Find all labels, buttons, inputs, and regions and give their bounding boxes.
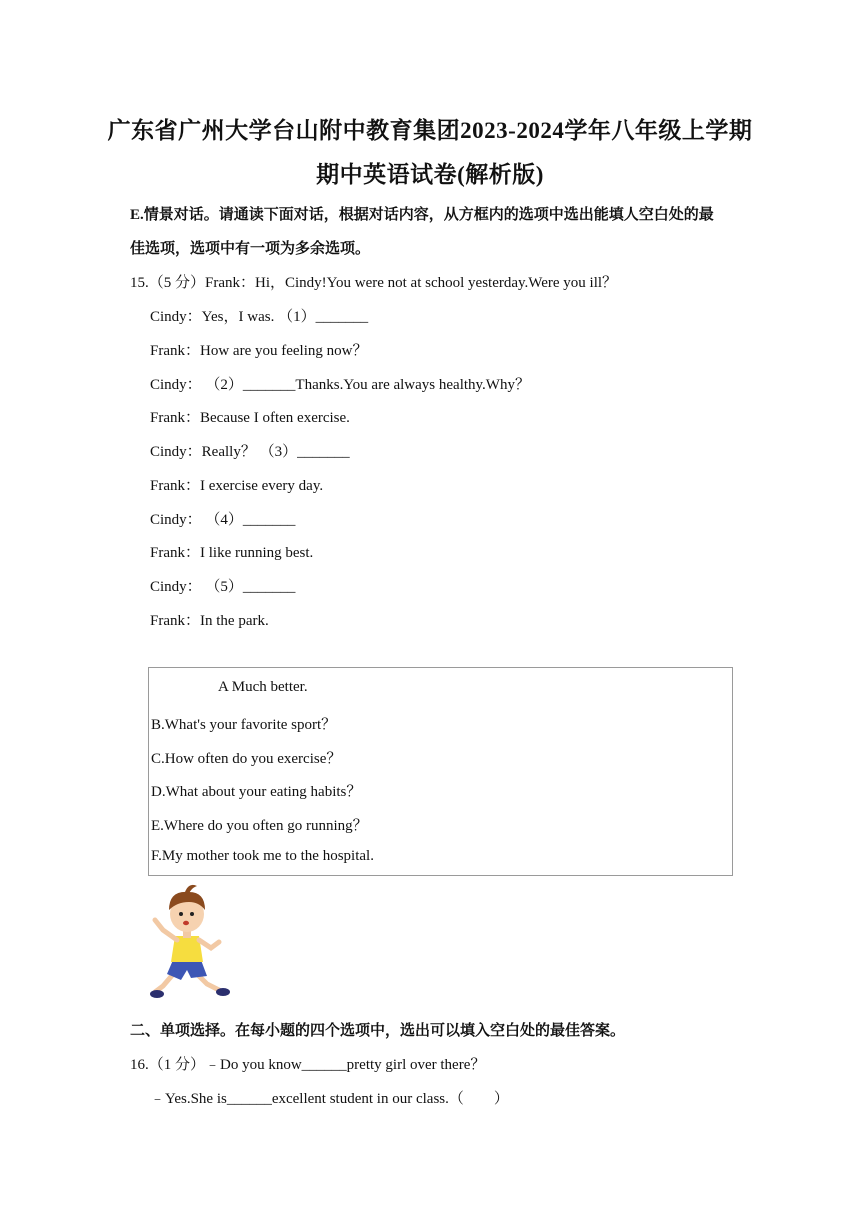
document-title-line-1: 广东省广州大学台山附中教育集团2023-2024学年八年级上学期	[107, 118, 753, 143]
option-c: C.How often do you exercise？	[151, 751, 342, 767]
dialogue-line: Cindy： （2）_______Thanks.You are always healthy.Why？	[150, 377, 530, 393]
dialogue-line: Cindy：Really？ （3）_______	[150, 444, 350, 460]
dialogue-line: Frank：Because I often exercise.	[150, 410, 350, 426]
section-e-instruction-1: E.情景对话。请通读下面对话，根据对话内容，从方框内的选项中选出能填人空白处的最	[130, 207, 714, 223]
question-16-line-2: ﹣Yes.She is______excellent student in our class.（ ）	[150, 1091, 509, 1107]
running-boy-illustration	[145, 880, 237, 1004]
option-e: E.Where do you often go running？	[151, 818, 368, 834]
option-b: B.What's your favorite sport？	[151, 717, 337, 733]
options-box	[148, 667, 733, 876]
option-a: A Much better.	[218, 679, 308, 695]
document-title-line-2: 期中英语试卷(解析版)	[316, 162, 544, 187]
section-2-heading: 二、单项选择。在每小题的四个选项中，选出可以填入空白处的最佳答案。	[130, 1023, 626, 1039]
dialogue-line: Cindy： （4）_______	[150, 512, 296, 528]
dialogue-line: Frank：I exercise every day.	[150, 478, 324, 494]
question-15-stem: 15.（5 分）Frank：Hi，Cindy!You were not at school yesterday.Were you ill？	[130, 275, 618, 291]
dialogue-line: Frank：How are you feeling now？	[150, 343, 368, 359]
question-16-line-1: 16.（1 分）﹣Do you know______pretty girl over there？	[130, 1057, 486, 1073]
dialogue-line: Cindy：Yes，I was. （1）_______	[150, 309, 369, 325]
option-d: D.What about your eating habits？	[151, 784, 362, 800]
option-f: F.My mother took me to the hospital.	[151, 848, 374, 864]
section-e-instruction-2: 佳选项，选项中有一项为多余选项。	[130, 241, 371, 257]
dialogue-line: Frank：In the park.	[150, 613, 269, 629]
dialogue-line: Cindy： （5）_______	[150, 579, 296, 595]
dialogue-line: Frank：I like running best.	[150, 545, 314, 561]
